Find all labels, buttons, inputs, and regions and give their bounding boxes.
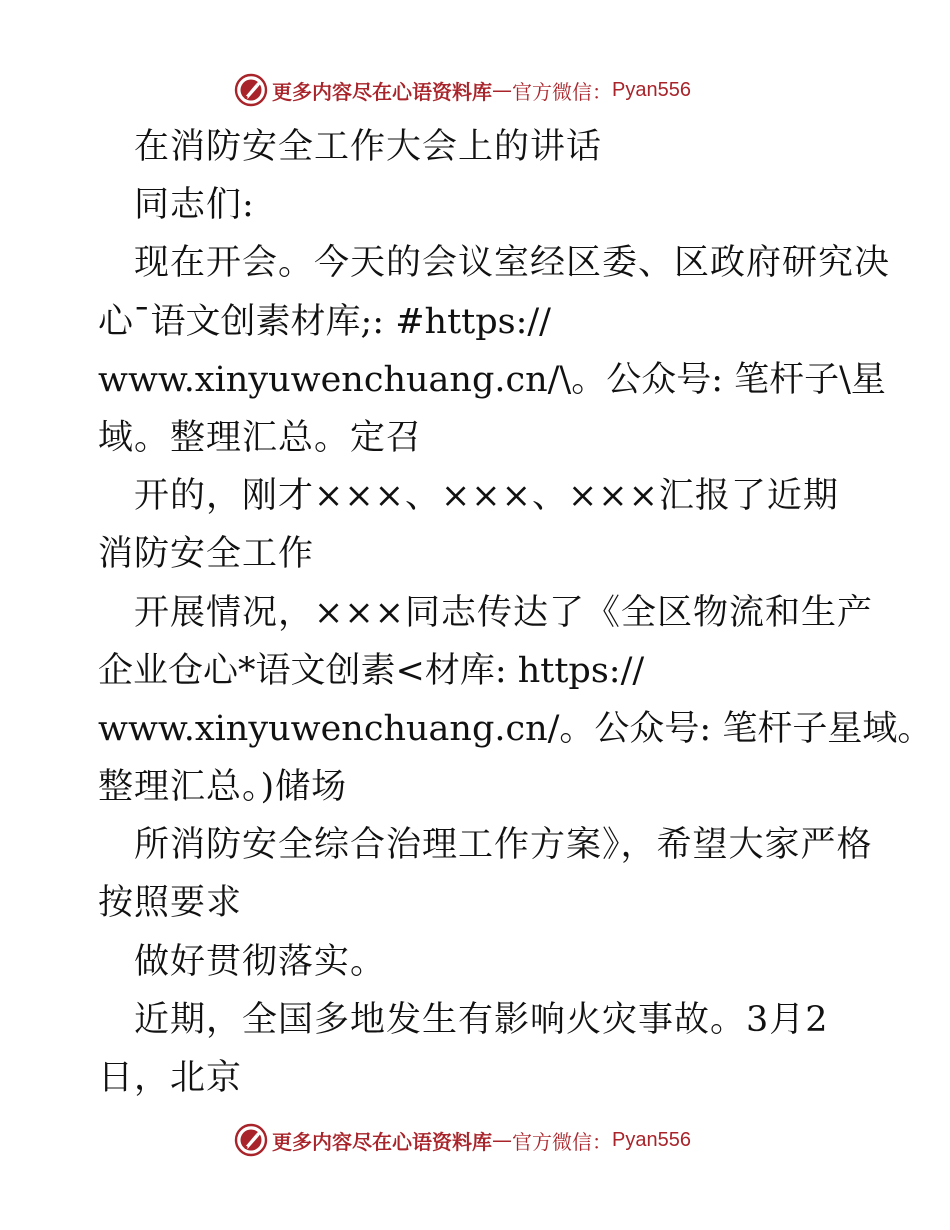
text-line: 做好贯彻落实。 [134,941,387,982]
text-line: 开的，刚才×××、×××、×××汇报了近期 [134,476,839,517]
text-line: 同志们: [134,185,255,226]
speech-title: 在消防安全工作大会上的讲话 [134,127,603,167]
text-line: www.xinyuwenchuang.cn/。公众号: 笔杆子星域。 [98,708,933,749]
text-line: 开展情况，×××同志传达了《全区物流和生产 [134,592,873,633]
text-line: www.xinyuwenchuang.cn/\。公众号: 笔杆子\星 [98,359,886,400]
header-dash: — [492,78,512,102]
header-wechat-id: Pyan556 [612,78,691,101]
text-line: 企业仓心*语文创素<材库: https:// [98,650,645,691]
text-line: 整理汇总。)储场 [98,767,348,808]
pen-logo-icon [234,1123,268,1157]
text-line: 消防安全工作 [98,534,315,575]
footer-promo-text: 更多内容尽在心语资料库 [272,1129,492,1154]
text-line: 所消防安全综合治理工作方案》，希望大家严格 [134,825,873,866]
footer-dash: — [492,1128,512,1152]
speech-body [98,118,933,1107]
footer-banner[interactable] [234,1122,691,1158]
header-promo-text: 更多内容尽在心语资料库 [272,79,492,104]
text-line: 日，北京 [98,1058,243,1098]
pen-logo-icon [234,73,268,107]
header-wechat-label: 官方微信： [512,79,612,104]
footer-wechat-id: Pyan556 [612,1128,691,1151]
text-line: 按照要求 [98,883,243,924]
footer-wechat-label: 官方微信： [512,1129,612,1154]
text-line: 现在开会。今天的会议室经区委、区政府研究决 [134,243,891,284]
header-banner[interactable] [234,72,691,108]
text-line: 近期，全国多地发生有影响火灾事故。3月2 [134,999,829,1040]
text-line: 心¯语文创素材库;: #https:// [98,301,551,342]
text-line: 域。整理汇总。定召 [98,417,423,458]
